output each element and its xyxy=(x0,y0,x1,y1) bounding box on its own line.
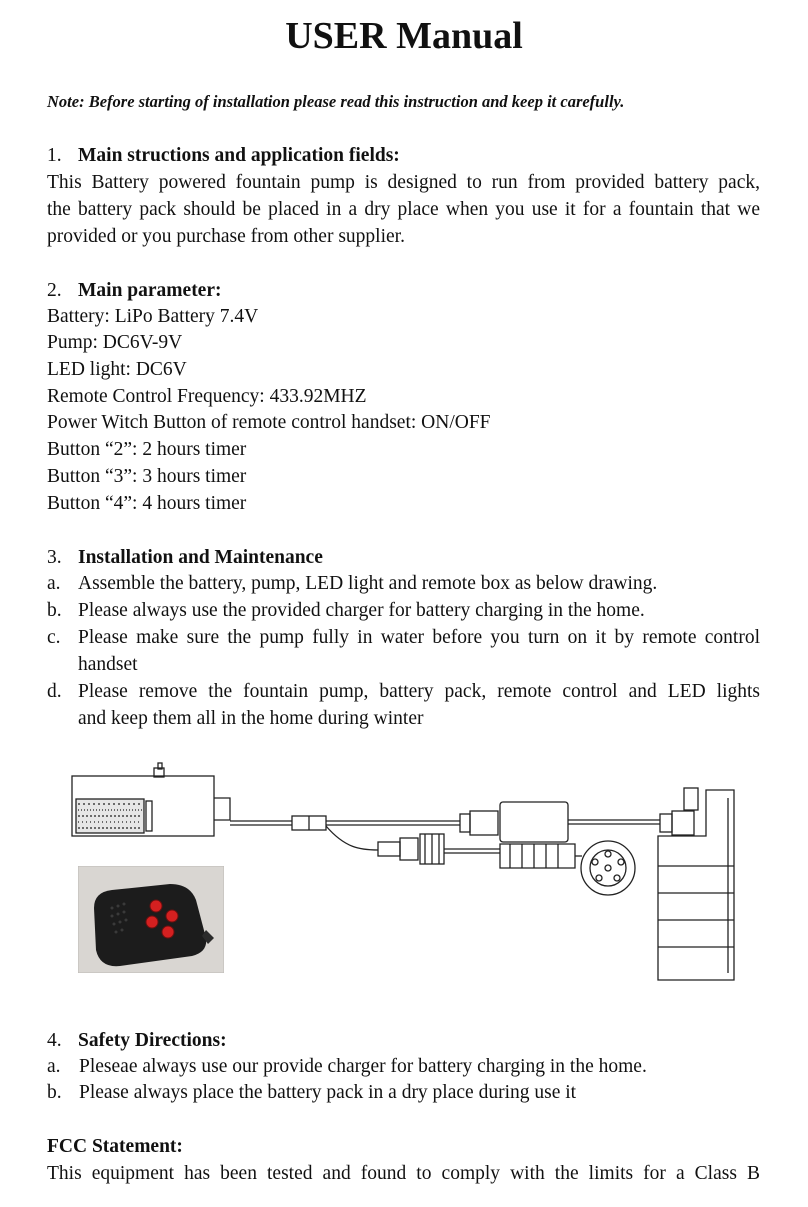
install-item-c-text: Please make sure the pump fully in water before you turn on it by remote control xyxy=(78,627,760,648)
section-4-title: Safety Directions: xyxy=(78,1030,227,1051)
install-item-c-text-2: handset xyxy=(78,654,138,675)
install-item-d-label: d. xyxy=(47,681,62,702)
section-1-title: Main structions and application fields: xyxy=(78,145,400,166)
install-item-a-text: Assemble the battery, pump, LED light and remote box as below drawing. xyxy=(78,573,658,594)
section-1-line-2: the battery pack should be placed in a dry place when you use it for a fountain that we xyxy=(47,199,760,220)
param-power-button: Power Witch Button of remote control handset: ON/OFF xyxy=(47,412,491,433)
install-item-c-label: c. xyxy=(47,627,61,648)
param-led-light: LED light: DC6V xyxy=(47,359,187,380)
battery-pack-drawing xyxy=(72,763,230,836)
safety-item-b-label: b. xyxy=(47,1082,62,1103)
safety-item-b-text: Please always place the battery pack in a dry place during use it xyxy=(79,1082,577,1103)
section-2-heading xyxy=(47,278,222,304)
fcc-heading: FCC Statement: xyxy=(47,1136,183,1157)
section-1-number: 1. xyxy=(47,145,62,166)
section-2-number: 2. xyxy=(47,280,62,301)
param-button-2: Button “2”: 2 hours timer xyxy=(47,439,247,460)
safety-item-a-text: Pleseae always use our provide charger for battery charging in the home. xyxy=(79,1056,647,1077)
section-2-title: Main parameter: xyxy=(78,280,222,301)
section-3-heading xyxy=(47,545,323,571)
param-battery: Battery: LiPo Battery 7.4V xyxy=(47,306,259,327)
section-1-heading xyxy=(47,143,400,169)
section-1-line-1: This Battery powered fountain pump is designed to run from provided battery pack, xyxy=(47,172,760,193)
param-remote-frequency: Remote Control Frequency: 433.92MHZ xyxy=(47,386,367,407)
install-item-b-label: b. xyxy=(47,600,62,621)
fountain-pump-drawing xyxy=(658,790,734,980)
install-item-b-text: Please always use the provided charger for battery charging in the home. xyxy=(78,600,645,621)
install-item-d-text-2: and keep them all in the home during winter xyxy=(78,708,424,729)
section-3-title: Installation and Maintenance xyxy=(78,547,323,568)
fcc-line-1: This equipment has been tested and found to comply with the limits for a Class B xyxy=(47,1163,760,1184)
section-3-number: 3. xyxy=(47,547,62,568)
installation-note: Note: Before starting of installation please read this instruction and keep it carefully. xyxy=(47,92,625,111)
param-pump: Pump: DC6V-9V xyxy=(47,332,183,353)
section-4-number: 4. xyxy=(47,1030,62,1051)
section-1-line-3: provided or you purchase from other supplier. xyxy=(47,226,405,247)
param-button-4: Button “4”: 4 hours timer xyxy=(47,493,247,514)
install-item-a-label: a. xyxy=(47,573,61,594)
page-title: USER Manual xyxy=(285,15,523,57)
remote-handset-photo xyxy=(78,866,224,973)
section-4-heading xyxy=(47,1028,227,1054)
led-light-drawing xyxy=(581,841,635,895)
param-button-3: Button “3”: 3 hours timer xyxy=(47,466,247,487)
install-item-d-text: Please remove the fountain pump, battery pack, remote control and LED lights xyxy=(78,681,760,702)
safety-item-a-label: a. xyxy=(47,1056,61,1077)
